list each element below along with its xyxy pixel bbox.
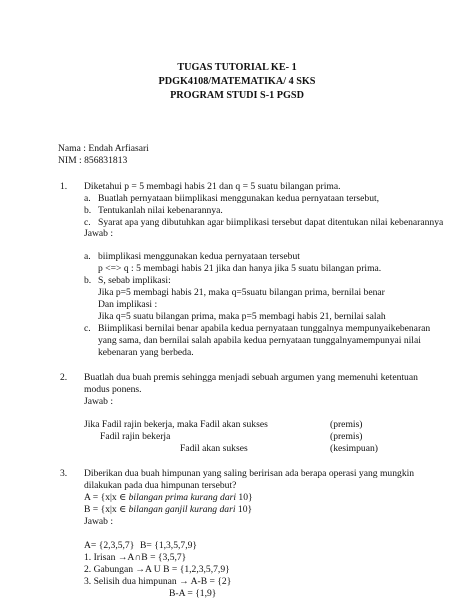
q1-ans-c-line3: kebenaran yang berbeda. [98,347,194,358]
q1-ans-c-line1: Biimplikasi bernilai benar apabila kedua pernyataan tunggalnya mempunyaikebenaran [98,323,431,334]
q2-number: 2. [60,372,68,383]
title-line-3: PROGRAM STUDI S-1 PGSD [170,90,304,101]
q1-text: Diketahui p = 5 membagi habis 21 dan q = 5 suatu bilangan prima. [84,181,341,192]
q3-set-a-suffix: 10} [236,492,253,503]
q3-set-a-definition [84,492,253,504]
q1-number: 1. [60,181,68,192]
q1-c-label: c. [84,217,91,228]
q1-ans-a-line2: p <=> q : 5 membagi habis 21 jika dan hanya jika 5 suatu bilangan prima. [98,263,382,274]
q3-jawab: Jawab : [84,516,114,527]
q3-set-b-prefix: B = {x|x ∈ [84,504,129,515]
q2-conclusion-tag: (kesimpuan) [330,443,378,454]
q3-text-line2: dilakukan pada dua himpunan tersebut? [84,480,237,491]
q2-text-line1: Buatlah dua buah premis sehingga menjadi sebuah argumen yang memenuhi ketentuan [84,372,418,383]
q2-jawab: Jawab : [84,396,114,407]
q2-premis-2-tag: (premis) [330,431,363,442]
q1-ans-b-line1: S, sebab implikasi: [98,275,171,286]
q1-ans-b-label: b. [84,275,92,286]
q1-ans-c-line2: yang sama, dan bernilai salah apabila kedua pernyataan tunggalnyamempunyai nilai [98,335,421,346]
q2-premis-2: Fadil rajin bekerja [100,431,171,442]
q2-premis-1-tag: (premis) [330,419,363,430]
q1-b-text: Tentukanlah nilai kebenarannya. [98,205,223,216]
q1-a-text: Buatlah pernyataan biimplikasi menggunakan kedua pernyataan tersebut, [98,193,380,204]
q1-ans-a-line1: biimplikasi menggunakan kedua pernyataan tersebut [98,251,300,262]
q2-premis-1: Jika Fadil rajin bekerja, maka Fadil akan sukses [84,419,268,430]
title-line-2: PDGK4108/MATEMATIKA/ 4 SKS [158,76,316,87]
student-name: Nama : Endah Arfiasari [58,143,149,154]
q3-set-b-italic: bilangan ganjil kurang dari [128,504,236,515]
q1-c-text: Syarat apa yang dibutuhkan agar biimplikasi tersebut dapat ditentukan nilai kebenarannya [98,217,444,228]
q3-set-a-prefix: A = {x|x ∈ [84,492,129,503]
q3-set-b-suffix: 10} [235,504,253,515]
q3-op-selisih: 3. Selisih dua himpunan → A-B = {2} [84,576,232,587]
q2-text-line2: modus ponens. [84,384,142,395]
q1-ans-c-label: c. [84,323,91,334]
q3-op-irisan: 1. Irisan →A∩B = {3,5,7} [84,552,187,563]
q3-set-a-italic: bilangan prima kurang dari [128,492,237,503]
q3-set-b-definition [84,504,252,516]
q1-ans-b-line2: Jika p=5 membagi habis 21, maka q=5suatu bilangan prima, bernilai benar [98,287,385,298]
q3-a-set: A= {2,3,5,7} [84,540,135,551]
q3-text-line1: Diberikan dua buah himpunan yang saling beririsan ada berapa operasi yang mungkin [84,468,415,479]
title-line-1: TUGAS TUTORIAL KE- 1 [177,62,297,73]
q3-b-set: B= {1,3,5,7,9} [140,540,197,551]
q3-op-gabungan: 2. Gabungan →A U B = {1,2,3,5,7,9} [84,564,230,575]
q1-b-label: b. [84,205,92,216]
q1-jawab: Jawab : [84,228,114,239]
q1-ans-b-line3: Dan implikasi : [98,299,158,310]
q1-ans-b-line4: Jika q=5 suatu bilangan prima, maka p=5 membagi habis 21, bernilai salah [98,311,386,322]
q1-ans-a-label: a. [84,251,91,262]
q3-op-selisih-b: B-A = {1,9} [169,588,217,599]
q3-number: 3. [60,468,68,479]
q2-conclusion: Fadil akan sukses [180,443,248,454]
q1-a-label: a. [84,193,91,204]
student-nim: NIM : 856831813 [58,155,128,166]
